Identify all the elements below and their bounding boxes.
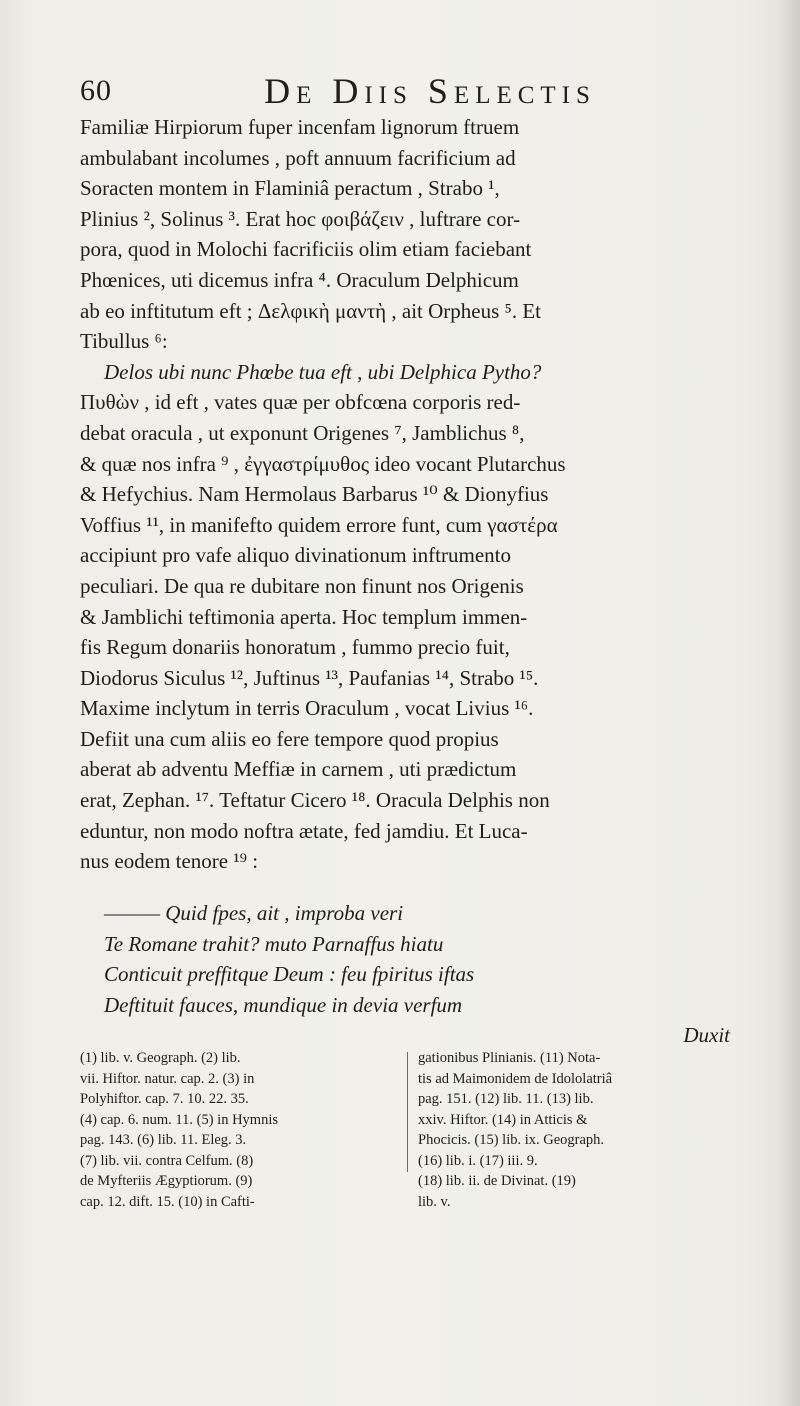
text-line: Familiæ Hirpiorum fuper incenfam lignorum ftruem	[80, 115, 520, 139]
page-edge-shadow	[778, 0, 800, 1406]
text-line: Plinius ², Solinus ³. Erat hoc φοιβάζειν , luftrare cor-	[80, 206, 521, 231]
verse-line: Conticuit preffitque Deum : feu fpiritus iftas	[104, 962, 475, 987]
text-line: aberat ab adventu Meffiæ in carnem , uti prædictum	[80, 757, 517, 782]
text-line: Soracten montem in Flaminiâ peractum , Strabo ¹,	[80, 176, 500, 201]
text-line: Phœnices, uti dicemus infra ⁴. Oraculum Delphicum	[80, 267, 519, 292]
text-line: Tibullus ⁶:	[80, 329, 168, 354]
text-line: ab eo inftitutum eft ; Δελφικὴ μαντὴ , ait Orpheus ⁵. Et	[80, 298, 542, 323]
verse-line: Te Romane trahit? muto Parnaffus hiatu	[104, 931, 444, 956]
text-line: ambulabant incolumes , poft annuum facrificium ad	[80, 145, 516, 170]
text-line: & Jamblichi teftimonia aperta. Hoc templum immen-	[80, 604, 528, 629]
catchword: Duxit	[683, 1023, 730, 1048]
footnote-line: Polyhiftor. cap. 7. 10. 22. 35.	[80, 1091, 249, 1107]
text-line: nus eodem tenore ¹⁹ :	[80, 849, 259, 874]
footnotes	[80, 1048, 740, 1228]
footnote-line: (7) lib. vii. contra Celfum. (8)	[80, 1152, 254, 1169]
verse-line: ——— Quid fpes, ait , improba veri	[104, 901, 404, 925]
text-line: erat, Zephan. ¹⁷. Teftatur Cicero ¹⁸. Oracula Delphis non	[80, 788, 550, 813]
text-line: eduntur, non modo noftra ætate, fed jamdiu. Et Luca-	[80, 818, 528, 843]
footnotes-right-column	[418, 1048, 736, 1212]
verse-quotation	[80, 898, 740, 1051]
text-line: pora, quod in Molochi facrificiis olim etiam faciebant	[80, 237, 532, 262]
footnote-line: (16) lib. i. (17) iii. 9.	[418, 1152, 538, 1169]
text-line: peculiari. De qua re dubitare non finunt nos Origenis	[80, 573, 524, 598]
footnotes-left-column	[80, 1048, 398, 1212]
text-line: & Hefychius. Nam Hermolaus Barbarus ¹⁰ & Dionyfius	[80, 482, 549, 507]
footnote-line: cap. 12. dift. 15. (10) in Cafti-	[80, 1193, 255, 1210]
text-line: Voffius ¹¹, in manifefto quidem errore funt, cum γαστέρα	[80, 512, 558, 537]
text-line: & quæ nos infra ⁹ , ἐγγαστρίμυθος ideo vocant Plutarchus	[80, 451, 566, 476]
text-line: debat oracula , ut exponunt Origenes ⁷, Jamblichus ⁸,	[80, 420, 525, 445]
footnote-line: de Myfteriis Ægyptiorum. (9)	[80, 1173, 253, 1189]
footnote-line: xxiv. Hiftor. (14) in Atticis &	[418, 1111, 588, 1128]
footnote-line: (4) cap. 6. num. 11. (5) in Hymnis	[80, 1111, 279, 1128]
quoted-verse-line: Delos ubi nunc Phœbe tua eft , ubi Delphica Pytho?	[104, 359, 542, 384]
footnote-line: (18) lib. ii. de Divinat. (19)	[418, 1173, 576, 1189]
main-text	[80, 112, 740, 877]
footnote-line: gationibus Plinianis. (11) Nota-	[418, 1050, 601, 1066]
page-number: 60	[80, 74, 112, 107]
text-line: Diodorus Siculus ¹², Juftinus ¹³, Paufanias ¹⁴, Strabo ¹⁵.	[80, 665, 539, 690]
page-header	[80, 70, 740, 110]
footnote-line: pag. 151. (12) lib. 11. (13) lib.	[418, 1091, 594, 1107]
footnote-line: tis ad Maimonidem de Idololatriâ	[418, 1070, 613, 1087]
text-line: accipiunt pro vafe aliquo divinationum inftrumento	[80, 543, 511, 568]
verse-line: Deftituit fauces, mundique in devia verfum	[104, 992, 463, 1017]
text-line: Maxime inclytum in terris Oraculum , vocat Livius ¹⁶.	[80, 696, 534, 721]
footnote-line: (1) lib. v. Geograph. (2) lib.	[80, 1050, 241, 1066]
text-line: fis Regum donariis honoratum , fummo precio fuit,	[80, 635, 510, 660]
text-line: Πυθὼν , id eft , vates quæ per obfcœna corporis red-	[80, 390, 521, 415]
column-divider	[407, 1052, 408, 1172]
footnote-line: pag. 143. (6) lib. 11. Eleg. 3.	[80, 1132, 247, 1148]
text-line: Defiit una cum aliis eo fere tempore quod propius	[80, 726, 499, 751]
footnote-line: Phocicis. (15) lib. ix. Geograph.	[418, 1132, 605, 1148]
running-title: De Diis Selectis	[264, 71, 596, 111]
footnote-line: lib. v.	[418, 1193, 451, 1210]
footnote-line: vii. Hiftor. natur. cap. 2. (3) in	[80, 1070, 255, 1087]
